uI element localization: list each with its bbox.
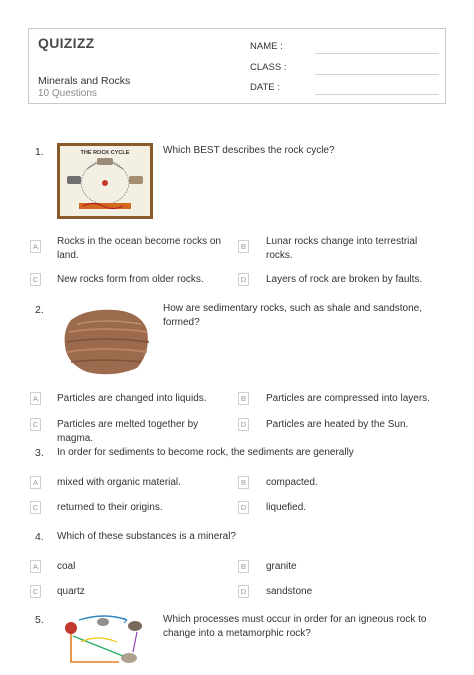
option-b-text: Lunar rocks change into terrestrial rocks. — [266, 236, 418, 261]
option-d-text: liquefied. — [266, 502, 307, 513]
option-a-text: coal — [57, 561, 76, 572]
question-number: 2. — [35, 304, 44, 316]
option-c-box[interactable]: C — [30, 273, 41, 286]
option-c-box[interactable]: C — [30, 418, 41, 431]
option-d-box[interactable]: D — [238, 273, 249, 286]
question-number: 1. — [35, 146, 44, 158]
option-b-box[interactable]: B — [238, 560, 249, 573]
option-a-box[interactable]: A — [30, 240, 41, 253]
option-b-box[interactable]: B — [238, 476, 249, 489]
option-c-box[interactable]: C — [30, 501, 41, 514]
option-c-text: Particles are melted together by magma. — [57, 419, 199, 444]
option-d-box[interactable]: D — [238, 418, 249, 431]
name-field[interactable] — [315, 53, 439, 54]
option-b-box[interactable]: B — [238, 240, 249, 253]
option-c-text: New rocks form from older rocks. — [57, 274, 204, 285]
option-b-text: Particles are compressed into layers. — [266, 393, 430, 404]
quizizz-logo: QUIZIZZ — [38, 35, 95, 51]
option-d-text: Particles are heated by the Sun. — [266, 419, 409, 430]
sandstone-image — [57, 302, 153, 378]
option-d-box[interactable]: D — [238, 585, 249, 598]
option-d-text: Layers of rock are broken by faults. — [266, 274, 423, 285]
option-a-text: Rocks in the ocean become rocks on land. — [57, 236, 221, 261]
option-a-box[interactable]: A — [30, 476, 41, 489]
option-c-box[interactable]: C — [30, 585, 41, 598]
worksheet-header — [28, 28, 446, 104]
question-text: How are sedimentary rocks, such as shale and sandstone, formed? — [163, 303, 423, 328]
option-b-text: granite — [266, 561, 297, 572]
question-text: In order for sediments to become rock, the sediments are generally — [57, 447, 354, 458]
option-a-box[interactable]: A — [30, 392, 41, 405]
option-d-box[interactable]: D — [238, 501, 249, 514]
question-text: Which of these substances is a mineral? — [57, 531, 236, 542]
option-a-text: Particles are changed into liquids. — [57, 393, 207, 404]
rock-cycle-flow-diagram — [57, 612, 153, 670]
option-b-box[interactable]: B — [238, 392, 249, 405]
question-number: 4. — [35, 531, 44, 543]
option-d-text: sandstone — [266, 586, 313, 597]
option-a-text: mixed with organic material. — [57, 477, 181, 488]
date-label: DATE : — [250, 82, 280, 93]
name-label: NAME : — [250, 41, 283, 52]
option-a-box[interactable]: A — [30, 560, 41, 573]
rock-cycle-diagram — [57, 143, 153, 219]
option-c-text: quartz — [57, 586, 85, 597]
option-c-text: returned to their origins. — [57, 502, 163, 513]
date-field[interactable] — [315, 94, 439, 95]
question-text: Which processes must occur in order for an igneous rock to change into a metamorphic rock? — [163, 614, 427, 639]
option-b-text: compacted. — [266, 477, 318, 488]
worksheet-title: Minerals and Rocks — [38, 75, 131, 87]
worksheet-question-count: 10 Questions — [38, 88, 97, 99]
question-number: 5. — [35, 614, 44, 626]
question-text: Which BEST describes the rock cycle? — [163, 145, 335, 156]
question-number: 3. — [35, 447, 44, 459]
diagram-title: THE ROCK CYCLE — [80, 150, 130, 156]
class-field[interactable] — [315, 74, 439, 75]
class-label: CLASS : — [250, 62, 287, 73]
